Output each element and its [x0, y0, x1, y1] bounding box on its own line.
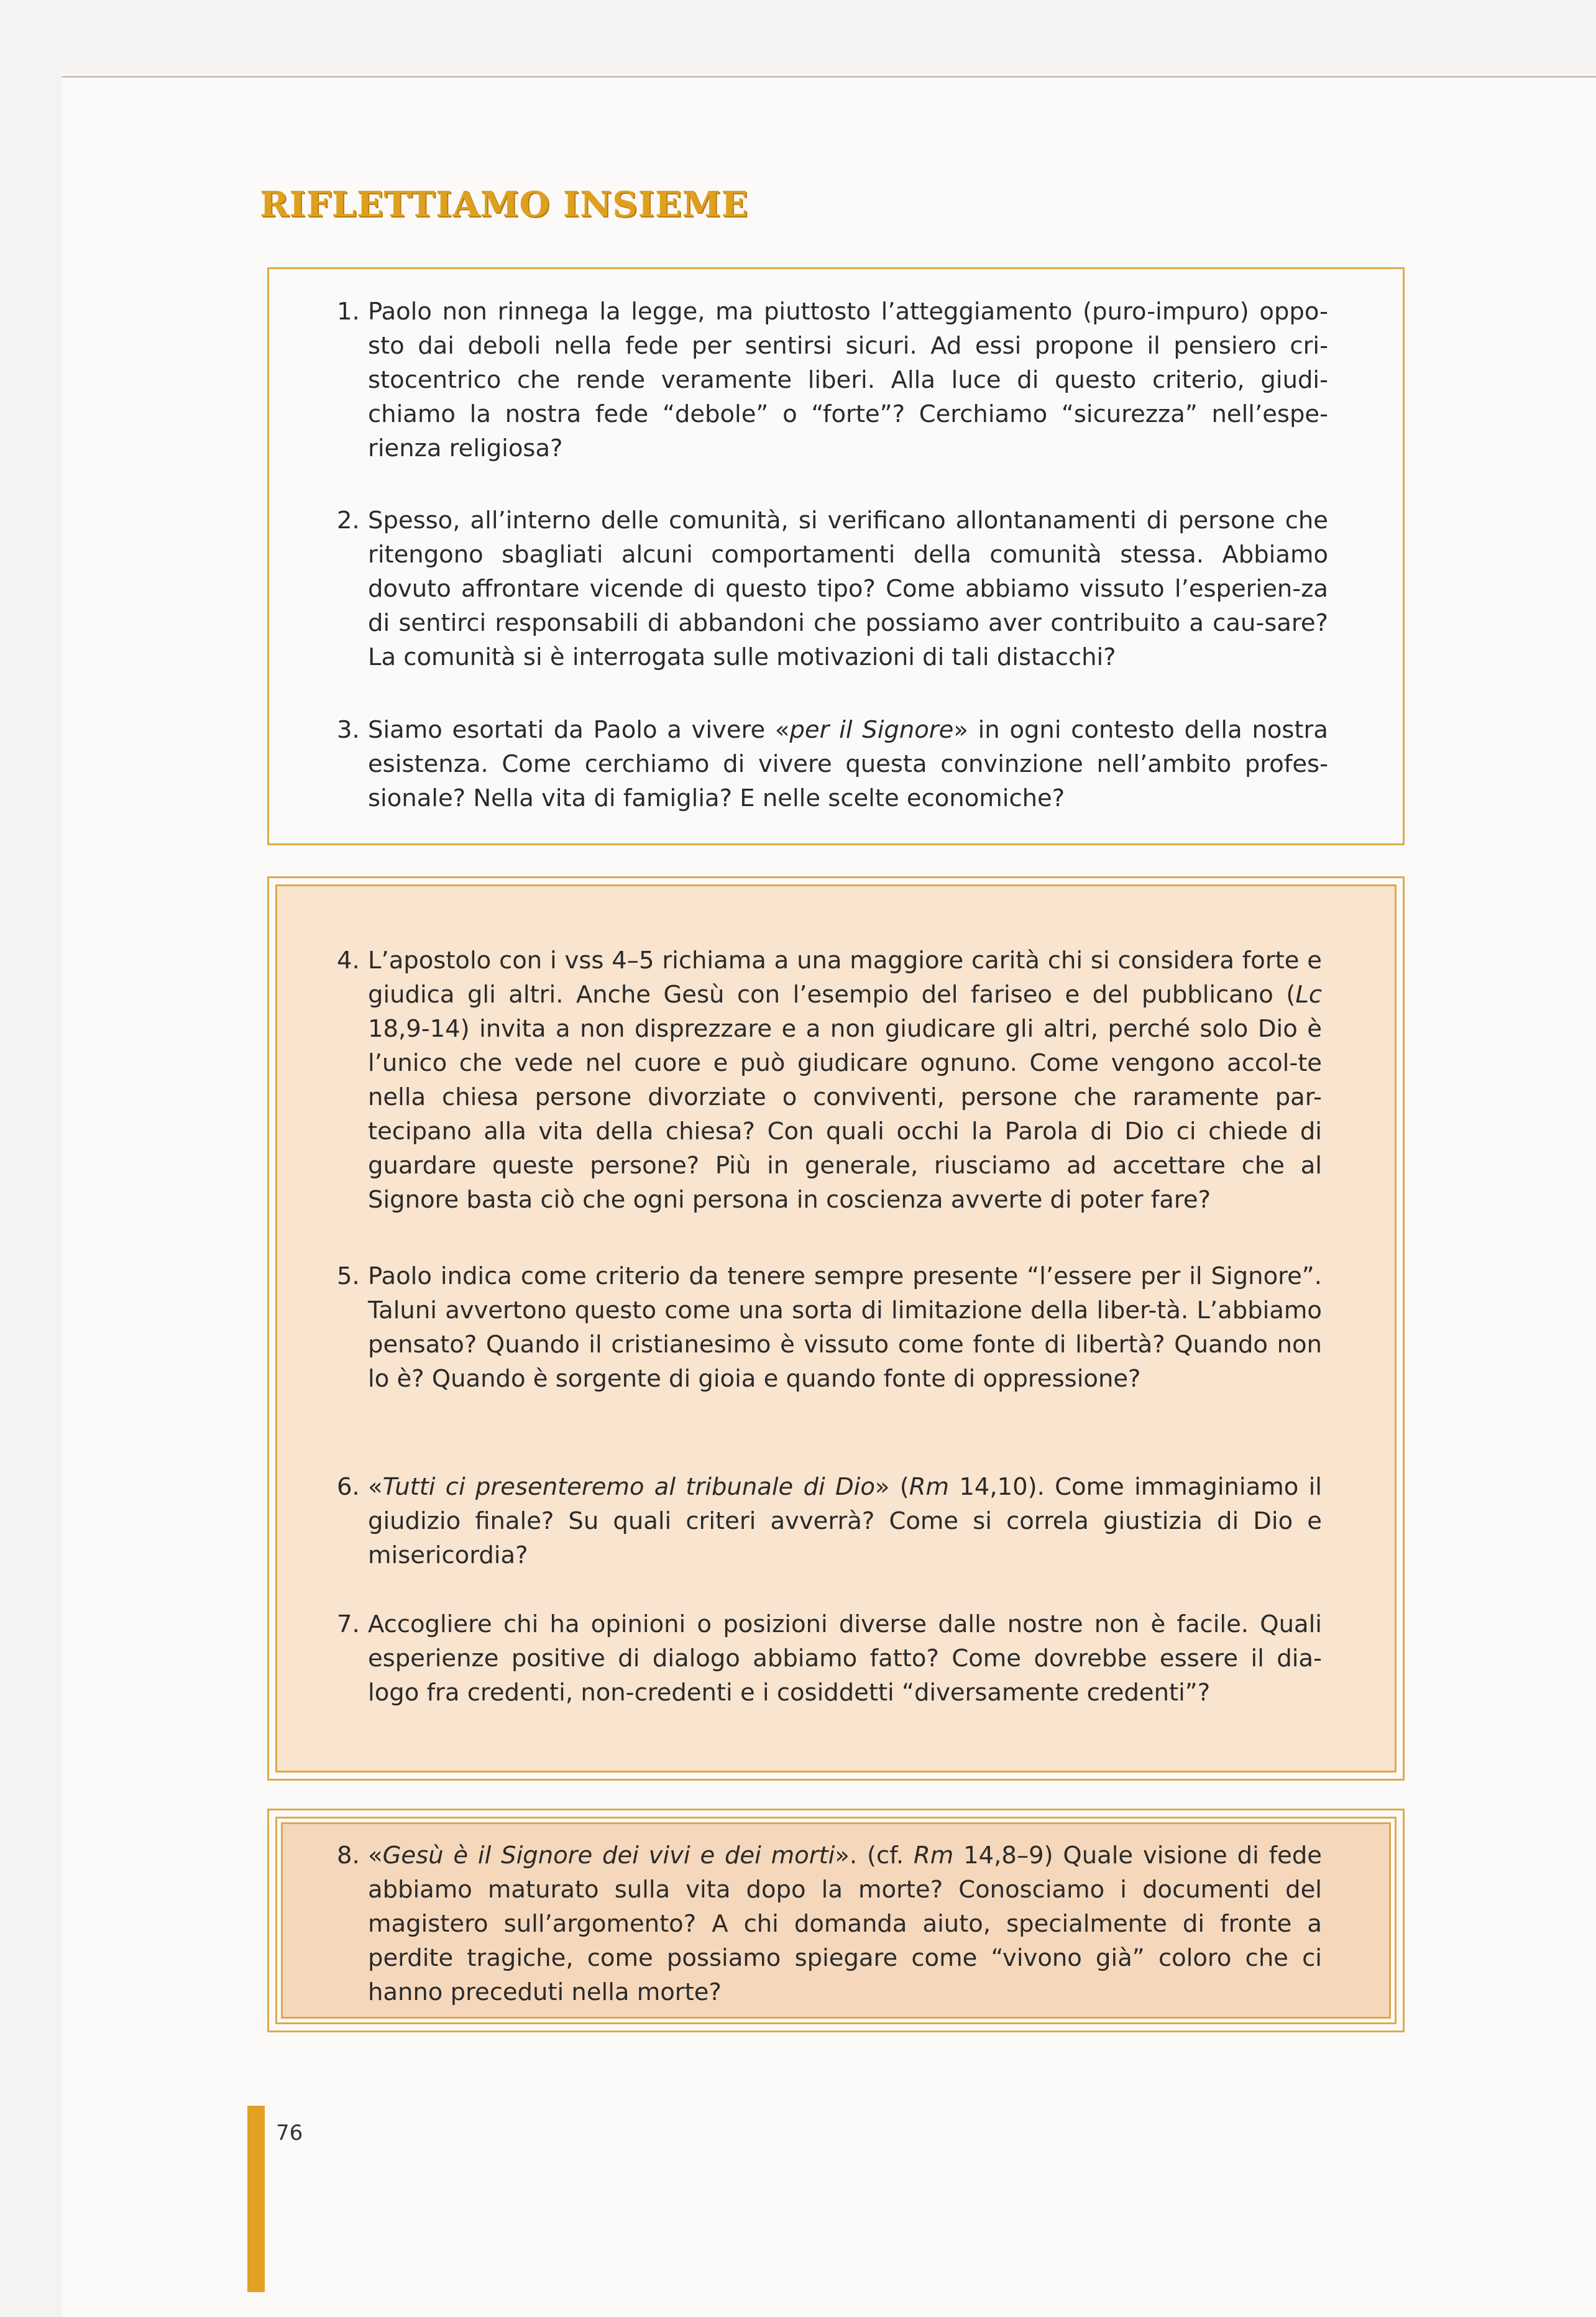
- question-text: Paolo non rinnega la legge, ma piuttosto l’atteggiamento (puro-impuro) oppo-sto dai deboli nella fede per sentirsi sicuri. Ad essi propone il pensiero cri-stocentrico che rende veramente liberi. Alla luce di questo criterio, giudi-chiamo la nostra fede “debole” o “forte”? Cerchiamo “sicurezza” nell’espe-rienza religiosa?: [368, 298, 1328, 462]
- question-text: Paolo indica come criterio da tenere sempre presente “l’essere per il Signore”. Taluni avvertono questo come una sorta di limitazione della liber-tà. L’abbiamo pensato? Quando il cristianesimo è vissuto come fonte di libertà? Quando non lo è? Quando è sorgente di gioia e quando fonte di oppressione?: [368, 1262, 1322, 1393]
- question-text: L’apostolo con i vss 4–5 richiama a una maggiore carità chi si considera forte e giudica gli altri. Anche Gesù con l’esempio del fariseo e del pubblicano (Lc 18,9-14) invita a non disprezzare e a non giudicare gli altri, perché solo Dio è l’unico che vede nel cuore e può giudicare ognuno. Come vengono accol-te nella chiesa persone divorziate o conviventi, persone che raramente par-tecipano alla vita della chiesa? Con quali occhi la Parola di Dio ci chiede di guardare queste persone? Più in generale, riusciamo ad accettare che al Signore basta ciò che ogni persona in coscienza avverte di poter fare?: [368, 947, 1322, 1214]
- question-number: 1.: [337, 298, 360, 326]
- question-number: 3.: [337, 716, 360, 744]
- question-8: [337, 1838, 1322, 2009]
- question-3: [337, 713, 1328, 815]
- question-text: «Tutti ci presenteremo al tribunale di Dio» (Rm 14,10). Come immaginiamo il giudizio finale? Su quali criteri avverrà? Come si correla giustizia di Dio e misericordia?: [368, 1473, 1322, 1569]
- top-rule: [62, 76, 1596, 78]
- question-4: [337, 943, 1322, 1217]
- question-1: [337, 295, 1328, 466]
- question-7: [337, 1607, 1322, 1710]
- question-number: 8.: [337, 1842, 360, 1870]
- question-number: 7.: [337, 1610, 360, 1638]
- question-number: 4.: [337, 947, 360, 975]
- page-number-bar: [247, 2106, 265, 2292]
- question-text: Spesso, all’interno delle comunità, si verificano allontanamenti di persone che ritengono sbagliati alcuni comportamenti della comunità stessa. Abbiamo dovuto affrontare vicende di questo tipo? Come abbiamo vissuto l’esperien-za di sentirci responsabili di abbandoni che possiamo aver contribuito a cau-sare? La comunità si è interrogata sulle motivazioni di tali distacchi?: [368, 507, 1328, 671]
- page-number: 76: [276, 2121, 303, 2145]
- question-text: «Gesù è il Signore dei vivi e dei morti». (cf. Rm 14,8–9) Quale visione di fede abbiamo maturato sulla vita dopo la morte? Conosciamo i documenti del magistero sull’argomento? A chi domanda aiuto, specialmente di fronte a perdite tragiche, come possiamo spiegare come “vivono già” coloro che ci hanno preceduti nella morte?: [368, 1842, 1322, 2006]
- question-number: 6.: [337, 1473, 360, 1501]
- section-heading: RIFLETTIAMO INSIEME: [260, 184, 749, 225]
- question-number: 5.: [337, 1262, 360, 1290]
- question-text: Accogliere chi ha opinioni o posizioni diverse dalle nostre non è facile. Quali esperienze positive di dialogo abbiamo fatto? Come dovrebbe essere il dia-logo fra credenti, non-credenti e i cosiddetti “diversamente credenti”?: [368, 1610, 1322, 1707]
- question-2: [337, 503, 1328, 674]
- question-5: [337, 1259, 1322, 1396]
- question-number: 2.: [337, 507, 360, 535]
- question-text: Siamo esortati da Paolo a vivere «per il Signore» in ogni contesto della nostra esistenza. Come cerchiamo di vivere questa convinzione nell’ambito profes-sionale? Nella vita di famiglia? E nelle scelte economiche?: [368, 716, 1328, 812]
- question-6: [337, 1470, 1322, 1572]
